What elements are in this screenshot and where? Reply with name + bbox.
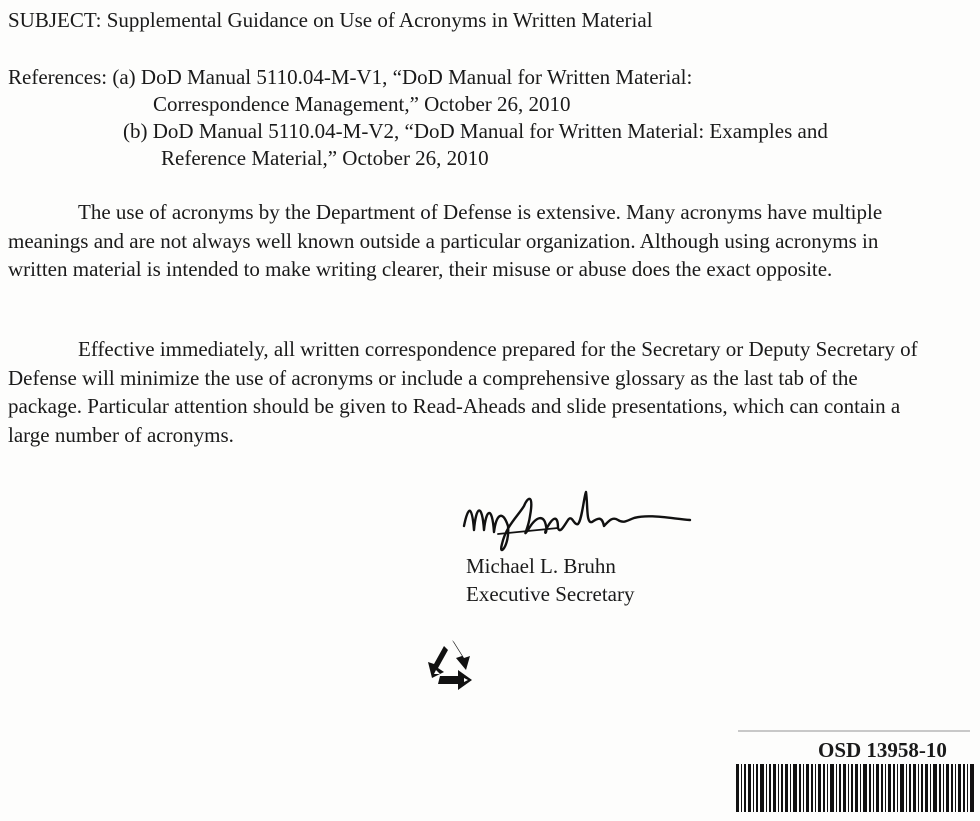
signer-title: Executive Secretary bbox=[466, 582, 635, 606]
signature-block bbox=[466, 552, 635, 608]
reference-b-line1: (b) DoD Manual 5110.04-M-V2, “DoD Manual for Written Material: Examples and bbox=[123, 119, 828, 143]
body-paragraph-2: Effective immediately, all written correspondence prepared for the Secretary or Deputy Secretary of Defense will minimize the use of acronyms or include a comprehensive glossary as the last tab of the package. Particular attention should be given to Read-Aheads and slide presentations, which can contain a large number of acronyms. bbox=[8, 337, 918, 447]
signer-name: Michael L. Bruhn bbox=[466, 554, 616, 578]
reference-b-line2: Reference Material,” October 26, 2010 bbox=[161, 146, 489, 170]
divider-line bbox=[738, 730, 970, 732]
memo-subject: SUBJECT: Supplemental Guidance on Use of Acronyms in Written Material bbox=[8, 8, 653, 32]
barcode-icon bbox=[736, 764, 976, 812]
body-paragraph-1: The use of acronyms by the Department of Defense is extensive. Many acronyms have multiple meanings and are not always well known outside a particular organization. Although using acronyms in written material is intended to make writing clearer, their misuse or abuse does the exact opposite. bbox=[8, 200, 883, 281]
reference-a-line1: References: (a) DoD Manual 5110.04-M-V1, “DoD Manual for Written Material: bbox=[8, 65, 693, 89]
control-number: OSD 13958-10 bbox=[818, 738, 947, 762]
reference-a-line2: Correspondence Management,” October 26, 2010 bbox=[153, 92, 571, 116]
recycle-icon bbox=[424, 638, 480, 690]
